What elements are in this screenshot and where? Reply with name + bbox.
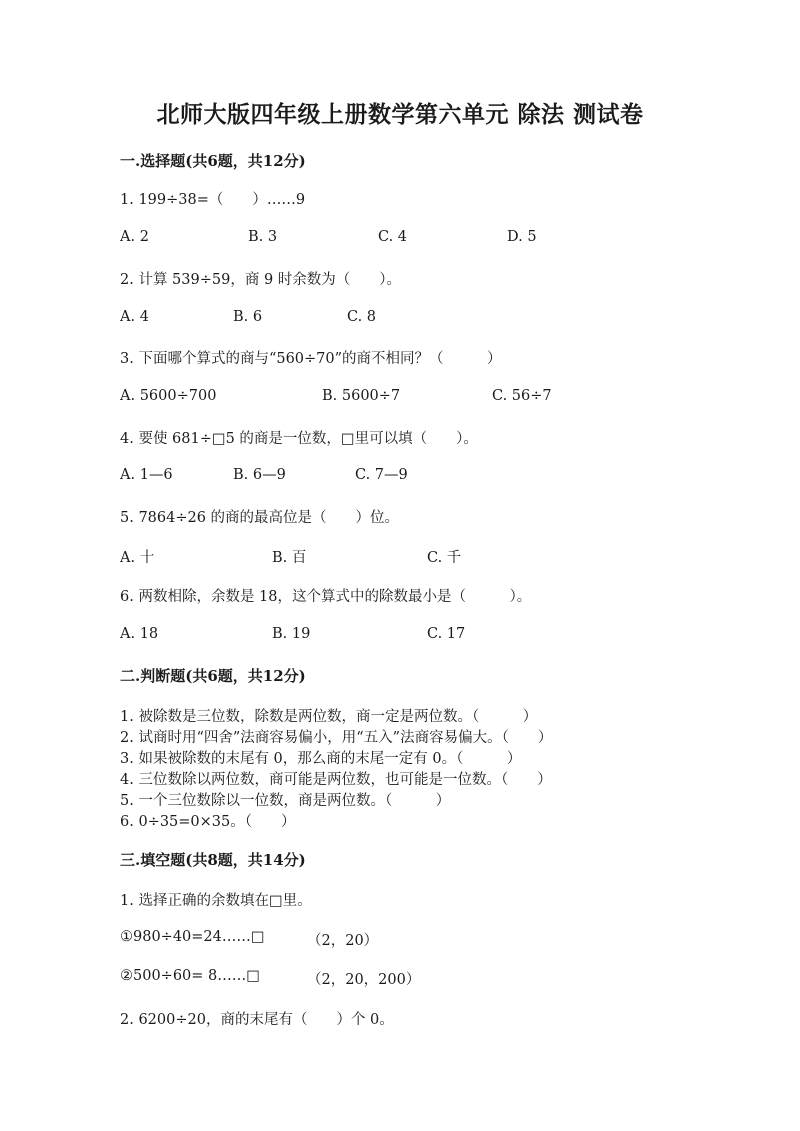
judgement-item-2: 2. 试商时用“四舍”法商容易偏小，用“五入”法商容易偏大。（ ） xyxy=(120,730,553,746)
fill-subitem-2-choices: （2，20，200） xyxy=(307,972,421,988)
fill-subitem-1: ①980÷40=24……□ xyxy=(120,929,265,945)
judgement-item-6: 6. 0÷35=0×35。（ ） xyxy=(120,814,296,830)
q3-option-a: A. 5600÷700 xyxy=(120,388,217,404)
question-1: 1. 199÷38=（ ）……9 xyxy=(120,192,306,208)
question-3: 3. 下面哪个算式的商与“560÷70”的商不相同？（ ） xyxy=(120,351,502,367)
fill-subitem-1-choices: （2，20） xyxy=(307,933,379,949)
q4-option-b: B. 6—9 xyxy=(233,467,286,483)
q6-option-b: B. 19 xyxy=(272,626,311,642)
q6-option-c: C. 17 xyxy=(427,626,466,642)
question-6: 6. 两数相除，余数是 18，这个算式中的除数最小是（ ）。 xyxy=(120,589,532,605)
q2-option-b: B. 6 xyxy=(233,309,263,325)
q2-option-a: A. 4 xyxy=(120,309,149,325)
judgement-item-5: 5. 一个三位数除以一位数，商是两位数。（ ） xyxy=(120,793,451,809)
q3-option-b: B. 5600÷7 xyxy=(322,388,401,404)
judgement-item-3: 3. 如果被除数的末尾有 0，那么商的末尾一定有 0。（ ） xyxy=(120,751,522,767)
q6-option-a: A. 18 xyxy=(120,626,159,642)
q1-option-c: C. 4 xyxy=(378,229,408,245)
fill-question-2: 2. 6200÷20，商的末尾有（ ）个 0。 xyxy=(120,1012,394,1028)
question-5: 5. 7864÷26 的商的最高位是（ ）位。 xyxy=(120,510,400,526)
q4-option-a: A. 1—6 xyxy=(120,467,173,483)
fill-subitem-2: ②500÷60= 8……□ xyxy=(120,968,260,984)
judgement-item-4: 4. 三位数除以两位数，商可能是两位数，也可能是一位数。（ ） xyxy=(120,772,552,788)
q3-option-c: C. 56÷7 xyxy=(492,388,552,404)
section-heading-choice: 一.选择题(共6题，共12分) xyxy=(120,152,306,170)
fill-question-1: 1. 选择正确的余数填在□里。 xyxy=(120,893,312,909)
q2-option-c: C. 8 xyxy=(347,309,377,325)
q1-option-a: A. 2 xyxy=(120,229,149,245)
section-heading-judgement: 二.判断题(共6题，共12分) xyxy=(120,667,306,685)
q1-option-b: B. 3 xyxy=(248,229,278,245)
q5-option-a: A. 十 xyxy=(120,550,155,566)
question-4: 4. 要使 681÷□5 的商是一位数，□里可以填（ ）。 xyxy=(120,431,478,447)
section-heading-fill: 三.填空题(共8题，共14分) xyxy=(120,851,306,869)
question-2: 2. 计算 539÷59，商 9 时余数为（ ）。 xyxy=(120,272,402,288)
q4-option-c: C. 7—9 xyxy=(355,467,408,483)
q5-option-c: C. 千 xyxy=(427,550,462,566)
q5-option-b: B. 百 xyxy=(272,550,307,566)
page-title: 北师大版四年级上册数学第六单元 除法 测试卷 xyxy=(156,101,644,128)
q1-option-d: D. 5 xyxy=(507,229,537,245)
judgement-item-1: 1. 被除数是三位数，除数是两位数，商一定是两位数。（ ） xyxy=(120,709,538,725)
